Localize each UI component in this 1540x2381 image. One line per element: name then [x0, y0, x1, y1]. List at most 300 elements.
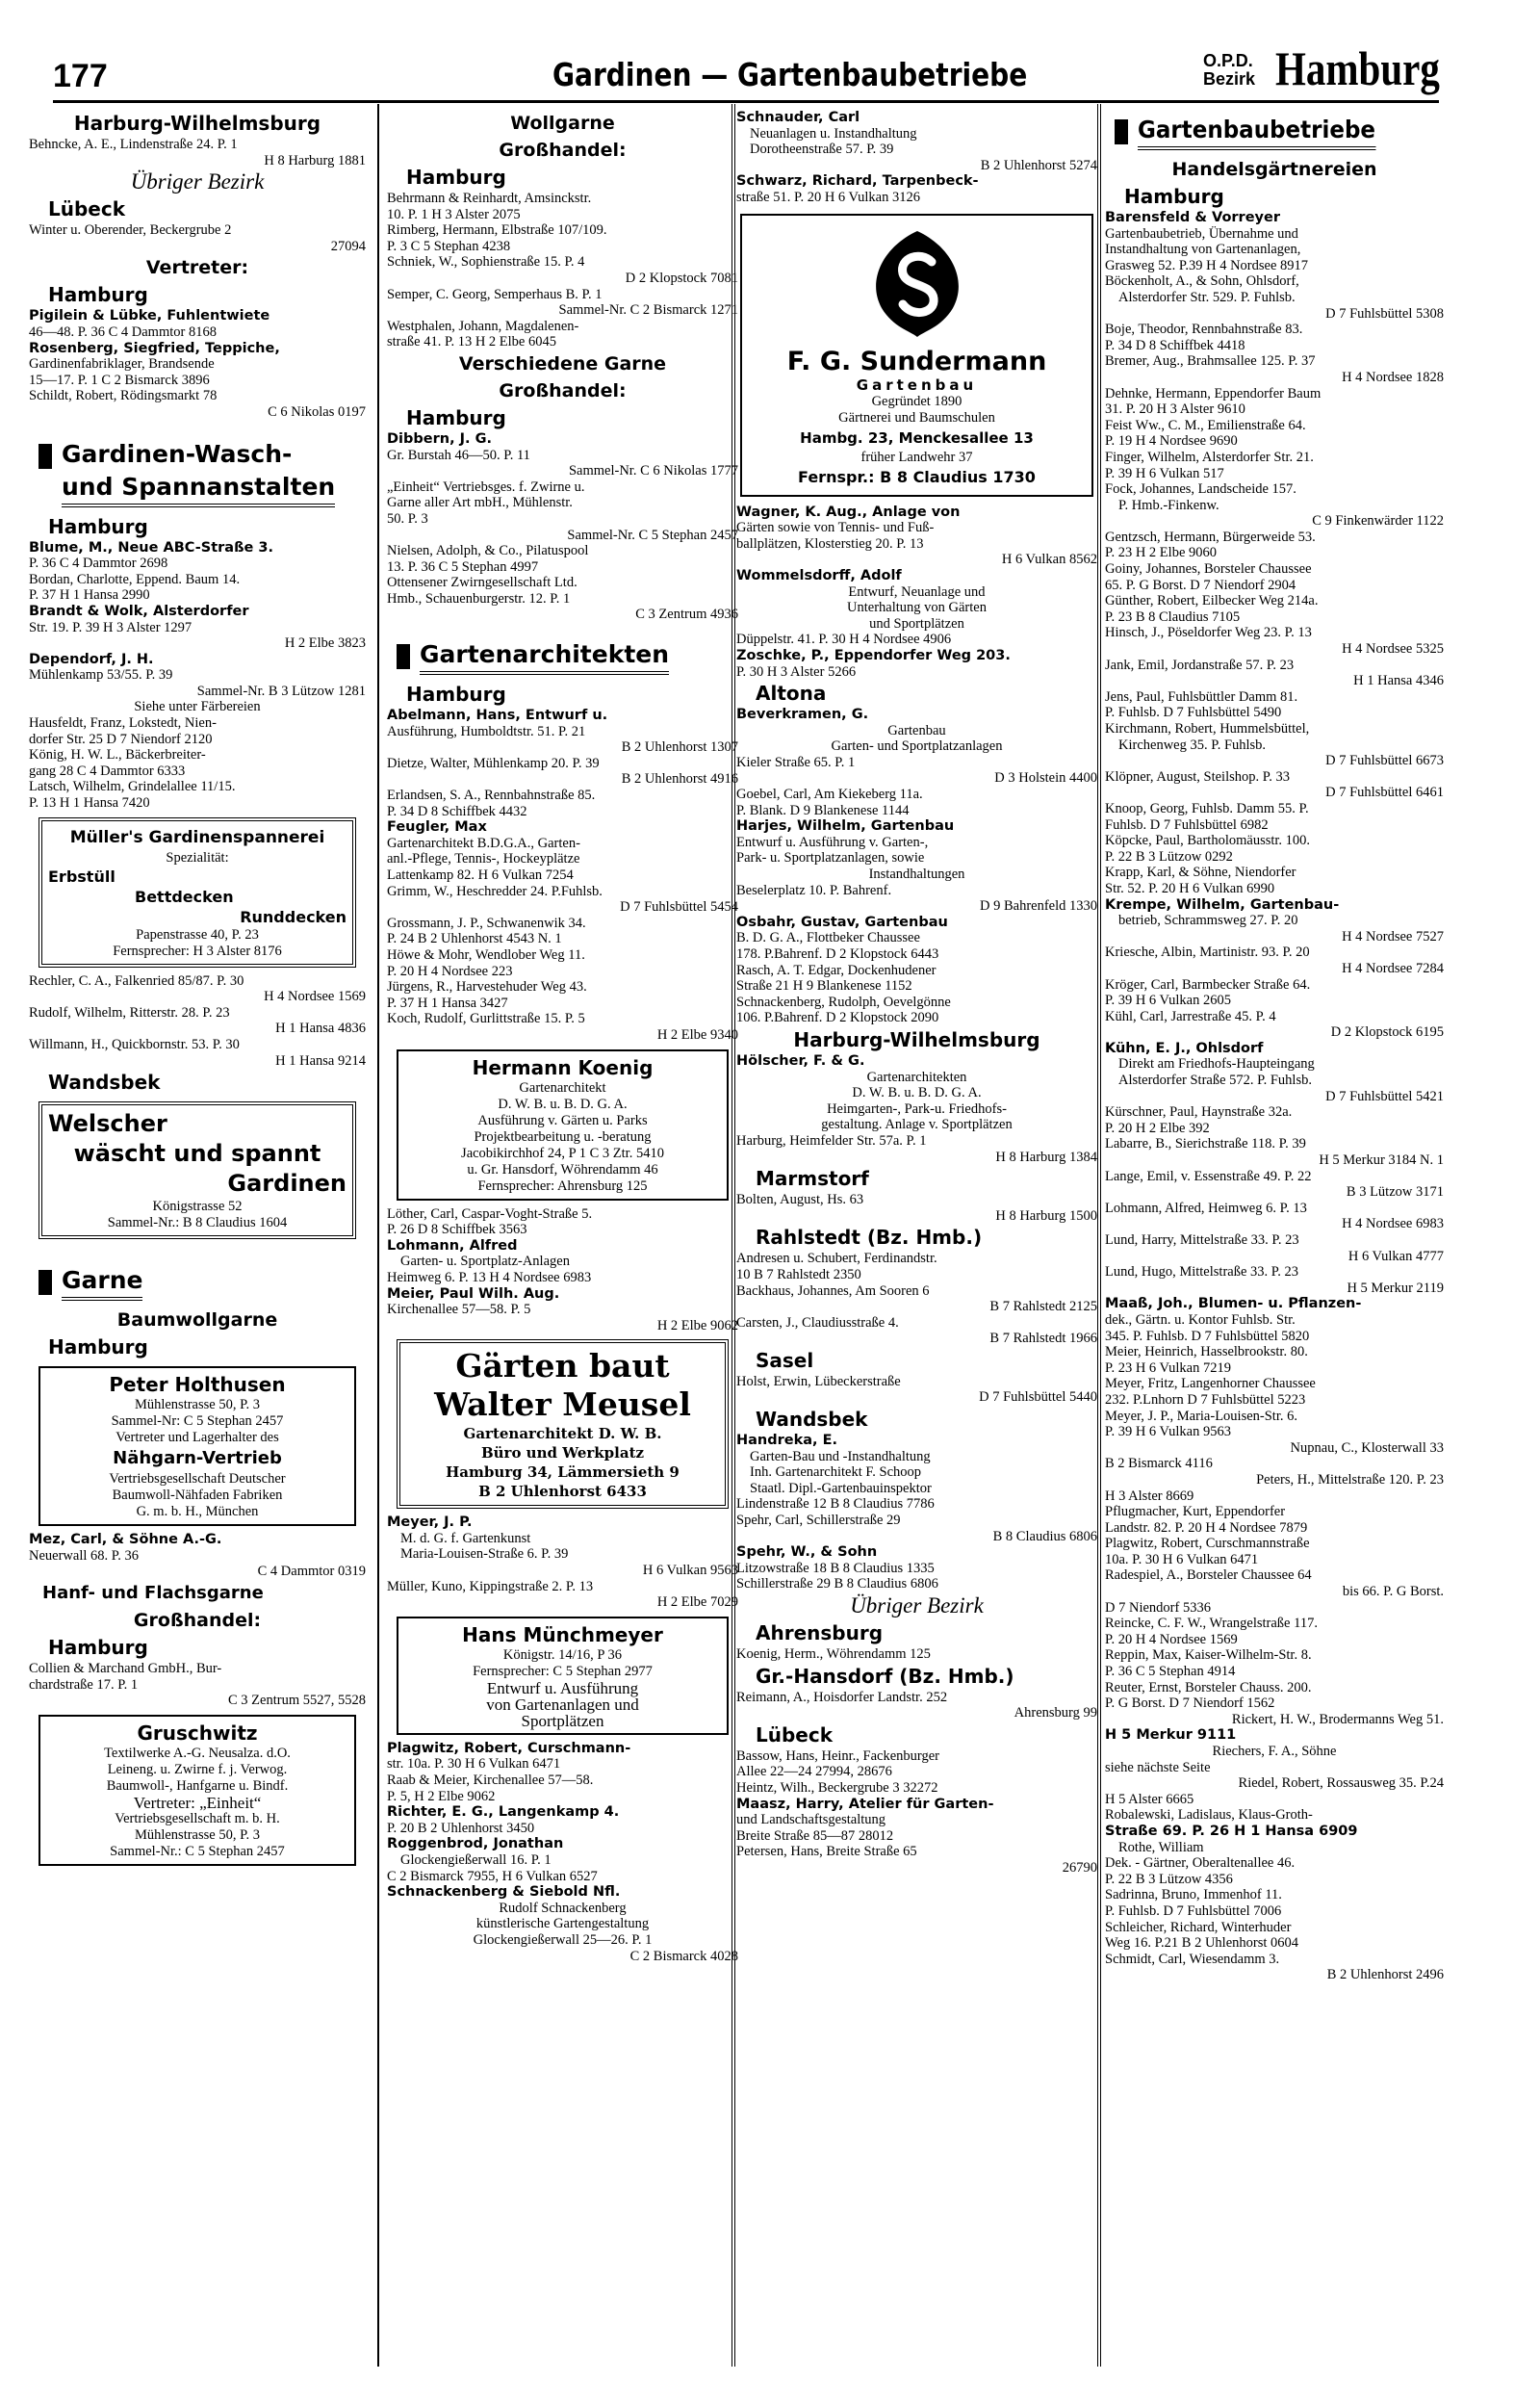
- entry: straße 41. P. 13 H 2 Elbe 6045: [387, 334, 556, 350]
- ad-line: Nähgarn-Vertrieb: [113, 1448, 282, 1469]
- ad-title: Peter Holthusen: [109, 1373, 286, 1397]
- entry: Str. 52. P. 20 H 6 Vulkan 6990: [1105, 880, 1275, 896]
- entry: Inh. Gartenarchitekt F. Schoop: [750, 1464, 922, 1481]
- entry: Meier, Heinrich, Hasselbrookstr. 80.: [1105, 1344, 1308, 1360]
- ad-line: Spezialität:: [166, 849, 229, 866]
- ad-line: Baumwoll-, Hanfgarne u. Bindf.: [106, 1777, 289, 1794]
- entry: Gr. Burstah 46—50. P. 11: [387, 447, 530, 463]
- entry: Siehe unter Färbereien: [134, 699, 261, 715]
- entry: Dietze, Walter, Mühlenkamp 20. P. 39: [387, 755, 600, 771]
- entry: Klöpner, August, Steilshop. P. 33: [1105, 768, 1290, 785]
- entry-phone: H 6 Vulkan 4777: [1348, 1248, 1444, 1264]
- ad-line: Fernsprecher: H 3 Alster 8176: [113, 943, 282, 959]
- entry: „Einheit“ Vertriebsges. f. Zwirne u.: [387, 479, 585, 495]
- subheading: Verschiedene Garne: [458, 352, 667, 375]
- entry: Andresen u. Schubert, Ferdinandstr.: [736, 1251, 937, 1267]
- ad-line: Runddecken: [240, 907, 346, 926]
- entry: P. Blank. D 9 Blankenese 1144: [736, 802, 910, 818]
- ad-line: Leineng. u. Zwirne f. j. Verwog.: [107, 1761, 288, 1777]
- entry: Kieler Straße 65. P. 1: [736, 754, 856, 770]
- opd-line: O.P.D.: [1203, 51, 1253, 70]
- entry-phone: H 8 Harburg 1500: [995, 1207, 1097, 1224]
- entry: Grossmann, J. P., Schwanenwik 34.: [387, 915, 586, 931]
- entry: Raab & Meier, Kirchenallee 57—58.: [387, 1773, 594, 1789]
- ad-line: Sammel-Nr: C 5 Stephan 2457: [111, 1413, 284, 1430]
- entry: 46—48. P. 36 C 4 Dammtor 8168: [29, 324, 217, 340]
- entry: Sadrinna, Bruno, Immenhof 11.: [1105, 1887, 1282, 1903]
- entry: Plagwitz, Robert, Curschmannstraße: [1105, 1536, 1310, 1552]
- entry: P. 19 H 4 Nordsee 9690: [1105, 433, 1238, 450]
- entry: P. 20 H 2 Elbe 392: [1105, 1120, 1210, 1136]
- entry-phone: H 6 Vulkan 8562: [1001, 552, 1097, 568]
- ad-line: Papenstrasse 40, P. 23: [136, 926, 259, 943]
- entry-phone: H 5 Merkur 2119: [1347, 1280, 1444, 1296]
- entry: Rudolf, Wilhelm, Ritterstr. 28. P. 23: [29, 1004, 230, 1021]
- ad-title: Müller's Gardinenspannerei: [69, 827, 325, 847]
- entry: Unterhaltung von Gärten: [847, 600, 987, 616]
- subheading: Wollgarne: [510, 113, 615, 134]
- entry: Lund, Hugo, Mittelstraße 33. P. 23: [1105, 1264, 1298, 1281]
- entry-name: Zoschke, P., Eppendorfer Weg 203.: [736, 647, 1011, 663]
- entry-name: Kühn, E. J., Ohlsdorf: [1105, 1040, 1264, 1056]
- city-heading: Lübeck: [48, 197, 126, 221]
- entry: M. d. G. f. Gartenkunst: [400, 1530, 531, 1546]
- city-heading: Hamburg: [48, 283, 148, 307]
- entry-phone: Sammel-Nr. C 6 Nikolas 1777: [568, 463, 738, 479]
- entry: Hinsch, J., Pöseldorfer Weg 23. P. 13: [1105, 625, 1312, 641]
- entry-name: Wagner, K. Aug., Anlage von: [736, 504, 961, 520]
- entry: C 2 Bismarck 7955, H 6 Vulkan 6527: [387, 1868, 598, 1884]
- entry: Reppin, Max, Kaiser-Wilhelm-Str. 8.: [1105, 1647, 1312, 1664]
- entry: gang 28 C 4 Dammtor 6333: [29, 763, 186, 779]
- entry-phone: H 6 Vulkan 9563: [642, 1563, 738, 1579]
- section-title: Gartenbaubetriebe: [1138, 114, 1375, 150]
- section-heading: [29, 1264, 366, 1301]
- entry-phone: H 4 Nordsee 1828: [1342, 369, 1444, 385]
- entry: 10. P. 1 H 3 Alster 2075: [387, 206, 521, 222]
- entry: Heimweg 6. P. 13 H 4 Nordsee 6983: [387, 1269, 592, 1285]
- city-heading: Hamburg: [406, 166, 506, 189]
- entry-phone: H 2 Elbe 9062: [656, 1317, 738, 1333]
- entry-phone: H 1 Hansa 4346: [1353, 673, 1444, 689]
- entry: Bordan, Charlotte, Eppend. Baum 14.: [29, 571, 241, 587]
- ad-line: Textilwerke A.-G. Neusalza. d.O.: [104, 1745, 291, 1761]
- entry: Knoop, Georg, Fuhlsb. Damm 55. P.: [1105, 800, 1309, 816]
- entry-phone: H 8 Harburg 1384: [995, 1149, 1097, 1165]
- entry-name: Dependorf, J. H.: [29, 651, 154, 667]
- entry: P. 13 H 1 Hansa 7420: [29, 795, 150, 812]
- entry-name: Brandt & Wolk, Alsterdorfer: [29, 603, 249, 619]
- ad-line: Gartenarchitekt D. W. B.: [463, 1425, 662, 1443]
- entry: Lohmann, Alfred, Heimweg 6. P. 13: [1105, 1200, 1307, 1216]
- ad-line: Baumwoll-Nähfaden Fabriken: [112, 1488, 283, 1504]
- entry: Hmb., Schauenburgerstr. 12. P. 1: [387, 590, 571, 607]
- entry: Schillerstraße 29 B 8 Claudius 6806: [736, 1576, 938, 1592]
- entry: Neuanlagen u. Instandhaltung: [750, 125, 917, 142]
- entry: ballplätzen, Klosterstieg 20. P. 13: [736, 535, 924, 552]
- entry: P. 26 D 8 Schiffbek 3563: [387, 1222, 527, 1238]
- entry-phone: B 7 Rahlstedt 1966: [989, 1331, 1097, 1347]
- city-heading: Hamburg: [48, 1335, 148, 1359]
- entry: Gentzsch, Hermann, Bürgerweide 53.: [1105, 529, 1316, 545]
- entry-name: Abelmann, Hans, Entwurf u.: [387, 708, 608, 724]
- entry: str. 10a. P. 30 H 6 Vulkan 6471: [387, 1756, 561, 1773]
- entry: Rimberg, Hermann, Elbstraße 107/109.: [387, 222, 607, 239]
- entry-phone: H 1 Hansa 9214: [275, 1052, 366, 1069]
- ad-line: Gardinen: [227, 1170, 346, 1198]
- ad-line: wäscht und spannt: [73, 1140, 321, 1168]
- entry: Carsten, J., Claudiusstraße 4.: [736, 1314, 899, 1331]
- entry: Feist Ww., C. M., Emilienstraße 64.: [1105, 417, 1306, 433]
- entry-phone: C 3 Zentrum 5527, 5528: [228, 1693, 366, 1709]
- entry: Kröger, Carl, Barmbecker Straße 64.: [1105, 976, 1311, 993]
- entry: Reimann, A., Hoisdorfer Landstr. 252: [736, 1689, 948, 1705]
- entry: Rudolf Schnackenberg: [499, 1900, 627, 1916]
- entry: Landstr. 82. P. 20 H 4 Nordsee 7879: [1105, 1519, 1308, 1536]
- entry: Finger, Wilhelm, Alsterdorfer Str. 21.: [1105, 449, 1314, 465]
- entry: Gartenarchitekten: [866, 1069, 967, 1085]
- entry: Behncke, A. E., Lindenstraße 24. P. 1: [29, 137, 238, 152]
- entry-name: H 5 Merkur 9111: [1105, 1727, 1237, 1744]
- entry: Koenig, Herm., Wöhrendamm 125: [736, 1646, 931, 1662]
- entry-name: Maasz, Harry, Atelier für Garten-: [736, 1796, 994, 1812]
- entry: Grasweg 52. P.39 H 4 Nordsee 8917: [1105, 257, 1309, 273]
- advertisement-box: [38, 1101, 356, 1239]
- ad-line: Gärtnerei und Baumschulen: [838, 409, 995, 426]
- entry: Goebel, Carl, Am Kiekeberg 11a.: [736, 787, 923, 803]
- opd-label: [1203, 52, 1255, 89]
- entry: P. 36 C 5 Stephan 4914: [1105, 1664, 1236, 1680]
- city-heading: Ahrensburg: [756, 1621, 884, 1644]
- entry: Heintz, Wilh., Beckergrube 3 32272: [736, 1779, 938, 1796]
- entry-phone: B 7 Rahlstedt 2125: [989, 1299, 1097, 1315]
- page-header: [53, 40, 1439, 108]
- entry: Löther, Carl, Caspar-Voght-Straße 5.: [387, 1205, 593, 1222]
- entry: Schmidt, Carl, Wiesendamm 3.: [1105, 1951, 1280, 1967]
- bezirk-line: Bezirk: [1203, 69, 1256, 89]
- ad-line: Vertreter: „Einheit“: [133, 1793, 262, 1812]
- entry: Westphalen, Johann, Magdalenen-: [387, 318, 579, 334]
- entry: P. 23 B 8 Claudius 7105: [1105, 608, 1241, 625]
- entry: Gartenbaubetrieb, Übernahme und: [1105, 225, 1298, 242]
- entry-phone: B 2 Uhlenhorst 4916: [621, 771, 738, 788]
- section-marker: [397, 644, 410, 669]
- entry: Holst, Erwin, Lübeckerstraße: [736, 1373, 901, 1389]
- entry: Neuerwall 68. P. 36: [29, 1547, 139, 1564]
- entry-phone: Nupnau, C., Klosterwall 33: [1290, 1439, 1444, 1456]
- entry-phone: B 2 Uhlenhorst 2496: [1326, 1967, 1444, 1983]
- header-rule: [53, 100, 1439, 103]
- entry-phone: D 2 Klopstock 7081: [625, 270, 738, 286]
- entry: Gartenarchitekt B.D.G.A., Garten-: [387, 835, 580, 851]
- ad-line: Welscher: [48, 1110, 167, 1138]
- entry: Kirchenweg 35. P. Fuhlsb.: [1118, 737, 1267, 753]
- entry: Entwurf u. Ausführung v. Garten-,: [736, 834, 929, 850]
- city-heading: Hamburg: [48, 1635, 148, 1659]
- entry: Backhaus, Johannes, Am Sooren 6: [736, 1282, 930, 1299]
- entry-phone: H 2 Elbe 7029: [656, 1594, 738, 1611]
- entry: P. 22 B 3 Lützow 0292: [1105, 848, 1233, 865]
- city-heading: Rahlstedt (Bz. Hmb.): [756, 1226, 983, 1250]
- city-heading: Gr.-Hansdorf (Bz. Hmb.): [756, 1664, 1014, 1688]
- entry-phone: D 3 Holstein 4400: [994, 770, 1097, 787]
- entry-phone: C 3 Zentrum 4936: [635, 607, 738, 623]
- entry: Bolten, August, Hs. 63: [736, 1192, 864, 1208]
- entry-phone: Ahrensburg 99: [1014, 1705, 1097, 1721]
- entry-phone: Rickert, H. W., Brodermanns Weg 51.: [1231, 1711, 1444, 1727]
- entry-phone: H 5 Merkur 3184 N. 1: [1319, 1152, 1444, 1169]
- entry-phone: H 2 Elbe 9340: [656, 1026, 738, 1043]
- entry: Günther, Robert, Eilbecker Weg 214a.: [1105, 593, 1319, 609]
- entry-phone: 26790: [1062, 1859, 1097, 1876]
- entry: König, H. W. L., Bäckerbreiter-: [29, 747, 206, 763]
- entry: Maria-Louisen-Straße 6. P. 39: [400, 1546, 569, 1563]
- ad-line: Gartenbau: [856, 375, 978, 394]
- entry-name: Meyer, J. P.: [387, 1514, 473, 1531]
- entry-phone: H 4 Nordsee 1569: [264, 989, 366, 1005]
- section-title: Garne: [62, 1264, 142, 1301]
- entry-phone: Riedel, Robert, Rossausweg 35. P.24: [1238, 1775, 1444, 1792]
- section-title: und Spannanstalten: [62, 471, 335, 507]
- ad-line: Hamburg 34, Lämmersieth 9: [446, 1463, 680, 1482]
- entry: dorfer Str. 25 D 7 Niendorf 2120: [29, 731, 213, 747]
- entry: künstlerische Gartengestaltung: [475, 1916, 650, 1932]
- entry: Krapp, Karl, & Söhne, Niendorfer: [1105, 865, 1296, 881]
- entry: D. W. B. u. B. D. G. A.: [852, 1085, 982, 1101]
- entry: Garten- u. Sportplatz-Anlagen: [400, 1254, 570, 1270]
- ad-line: Vertriebsgesellschaft Deutscher: [109, 1471, 286, 1488]
- subheading: Großhandel:: [499, 379, 627, 401]
- entry: Str. 19. P. 39 H 3 Alster 1297: [29, 619, 192, 635]
- entry: Goiny, Johannes, Borsteler Chaussee: [1105, 561, 1312, 578]
- entry: 178. P.Bahrenf. D 2 Klopstock 6443: [736, 946, 939, 962]
- advertisement-box: [38, 1366, 356, 1526]
- entry: Robalewski, Ladislaus, Klaus-Groth-: [1105, 1807, 1313, 1824]
- entry: Rasch, A. T. Edgar, Dockenhudener: [736, 962, 937, 978]
- entry: Winter u. Oberender, Beckergrube 2: [29, 222, 232, 239]
- entry-phone: D 7 Fuhlsbüttel 5440: [979, 1389, 1097, 1406]
- column-divider: [377, 104, 379, 2367]
- entry: P. 37 H 1 Hansa 3427: [387, 995, 508, 1011]
- ad-title: Gruschwitz: [137, 1721, 258, 1745]
- subheading: Großhandel:: [499, 140, 627, 161]
- entry-phone: H 4 Nordsee 7527: [1342, 928, 1444, 945]
- entry: Pflugmacher, Kurt, Eppendorfer: [1105, 1504, 1286, 1520]
- entry: Rothe, William: [1118, 1839, 1204, 1855]
- entry-name: Hölscher, F. & G.: [736, 1052, 865, 1069]
- ad-line: Jacobikirchhof 24, P 1 C 3 Ztr. 5410: [461, 1145, 664, 1161]
- entry: H 3 Alster 8669: [1105, 1488, 1194, 1504]
- entry: P. 3 C 5 Stephan 4238: [387, 238, 511, 254]
- page-title: Gardinen — Gartenbaubetriebe: [552, 56, 1028, 93]
- entry: H 5 Alster 6665: [1105, 1791, 1194, 1807]
- entry: Dehnke, Hermann, Eppendorfer Baum: [1105, 385, 1322, 401]
- entry-name: Osbahr, Gustav, Gartenbau: [736, 914, 948, 930]
- entry: 13. P. 36 C 5 Stephan 4997: [387, 558, 539, 575]
- city-heading: Hamburg: [406, 683, 506, 707]
- entry: Dorotheenstraße 57. P. 39: [750, 142, 894, 158]
- ad-line: Königstr. 14/16, P 36: [502, 1646, 623, 1663]
- entry: Fuhlsb. D 7 Fuhlsbüttel 6982: [1105, 816, 1269, 833]
- entry-name: Feugler, Max: [387, 819, 487, 836]
- entry-name: Lohmann, Alfred: [387, 1237, 518, 1254]
- entry: Schnackenberg, Rudolph, Oevelgönne: [736, 994, 951, 1010]
- entry-name: Richter, E. G., Langenkamp 4.: [387, 1804, 620, 1821]
- entry-name: Handreka, E.: [736, 1433, 838, 1449]
- entry: B 2 Bismarck 4116: [1105, 1456, 1213, 1472]
- entry: Erlandsen, S. A., Rennbahnstraße 85.: [387, 788, 596, 804]
- entry-name: Schwarz, Richard, Tarpenbeck-: [736, 173, 979, 190]
- ad-line: Sammel-Nr.: C 5 Stephan 2457: [110, 1843, 285, 1859]
- entry-phone: 27094: [330, 238, 366, 254]
- entry: P. 23 H 2 Elbe 9060: [1105, 545, 1217, 561]
- entry: Kühl, Carl, Jarrestraße 45. P. 4: [1105, 1008, 1276, 1024]
- advertisement-box: [38, 817, 356, 968]
- ad-line: u. Gr. Hansdorf, Wöhrendamm 46: [467, 1161, 658, 1178]
- entry-name: Beverkramen, G.: [736, 707, 869, 723]
- ad-line: früher Landwehr 37: [860, 449, 973, 465]
- entry-name: Straße 69. P. 26 H 1 Hansa 6909: [1105, 1823, 1358, 1839]
- entry-phone: Sammel-Nr. C 2 Bismarck 1271: [558, 302, 738, 319]
- entry-phone: H 8 Harburg 1881: [264, 152, 366, 168]
- entry: Schleicher, Richard, Winterhuder: [1105, 1919, 1292, 1935]
- entry: Allee 22—24 27994, 28676: [736, 1764, 892, 1780]
- section-heading: [29, 438, 366, 507]
- column-4: [1105, 110, 1444, 2368]
- ad-line: Mühlenstrasse 50, P. 3: [134, 1397, 261, 1413]
- ad-line: G. m. b. H., München: [136, 1504, 259, 1520]
- region-heading: Harburg-Wilhelmsburg: [793, 1027, 1040, 1051]
- city-heading: Altona: [756, 682, 827, 706]
- entry: gestaltung. Anlage v. Sportplätzen: [821, 1117, 1013, 1133]
- entry: Hausfeldt, Franz, Lokstedt, Nien-: [29, 715, 217, 732]
- entry-phone: B 2 Uhlenhorst 1307: [621, 739, 738, 756]
- entry: betrieb, Schrammsweg 27. P. 20: [1118, 913, 1298, 929]
- entry: dek., Gärtn. u. Kontor Fuhlsb. Str.: [1105, 1311, 1296, 1328]
- entry: Kürschner, Paul, Haynstraße 32a.: [1105, 1104, 1293, 1121]
- entry: P. 39 H 6 Vulkan 517: [1105, 465, 1224, 481]
- entry: Park- u. Sportplatzanlagen, sowie: [736, 850, 925, 867]
- subheading: Vertreter:: [145, 257, 249, 279]
- entry: Radespiel, A., Borsteler Chaussee 64: [1105, 1567, 1312, 1584]
- entry-name: Spehr, W., & Sohn: [736, 1544, 878, 1561]
- ad-line: Fernspr.: B 8 Claudius 1730: [798, 467, 1036, 486]
- ad-line: Sportplätzen: [521, 1711, 604, 1730]
- ad-line: Mühlenstrasse 50, P. 3: [134, 1826, 261, 1843]
- entry: Staatl. Dipl.-Gartenbauinspektor: [750, 1480, 932, 1496]
- entry: P. 39 H 6 Vulkan 2605: [1105, 993, 1231, 1009]
- ad-title: F. G. Sundermann: [786, 346, 1047, 376]
- entry: Kirchenallee 57—58. P. 5: [387, 1302, 531, 1318]
- city-heading: Hamburg: [406, 405, 506, 429]
- entry: Lattenkamp 82. H 6 Vulkan 7254: [387, 867, 574, 883]
- column-2: [387, 110, 738, 2368]
- entry: Lund, Harry, Mittelstraße 33. P. 23: [1105, 1232, 1299, 1248]
- entry: Ausführung, Humboldtstr. 51. P. 21: [387, 723, 586, 739]
- entry-phone: C 2 Bismarck 4028: [629, 1948, 738, 1964]
- entry: 65. P. G Borst. D 7 Niendorf 2904: [1105, 577, 1296, 593]
- entry: Fock, Johannes, Landscheide 157.: [1105, 481, 1296, 498]
- entry: Collien & Marchand GmbH., Bur-: [29, 1660, 222, 1676]
- entry: P. 34 D 8 Schiffbek 4432: [387, 803, 527, 819]
- entry-phone: B 2 Uhlenhorst 5274: [980, 157, 1097, 173]
- entry: Schildt, Robert, Rödingsmarkt 78: [29, 388, 218, 404]
- entry: P. Fuhlsb. D 7 Fuhlsbüttel 7006: [1105, 1902, 1282, 1919]
- ad-line: Ausführung v. Gärten u. Parks: [477, 1112, 648, 1128]
- city-heading: Sasel: [756, 1348, 814, 1372]
- entry-phone: D 9 Bahrenfeld 1330: [979, 898, 1097, 915]
- entry: D 7 Niendorf 5336: [1105, 1599, 1211, 1616]
- entry: Boje, Theodor, Rennbahnstraße 83.: [1105, 322, 1303, 338]
- entry: Kriesche, Albin, Martinistr. 93. P. 20: [1105, 945, 1310, 961]
- entry: Entwurf, Neuanlage und: [848, 583, 986, 600]
- entry: straße 51. P. 20 H 6 Vulkan 3126: [736, 189, 920, 205]
- ad-line: Vertriebsgesellschaft m. b. H.: [115, 1810, 280, 1826]
- entry: P. 34 D 8 Schiffbek 4418: [1105, 337, 1245, 353]
- entry: P. Fuhlsb. D 7 Fuhlsbüttel 5490: [1105, 705, 1282, 721]
- entry: P. 20 H 4 Nordsee 1569: [1105, 1631, 1238, 1647]
- ad-line: Bettdecken: [135, 887, 234, 906]
- section-title: Gardinen-Wasch-: [62, 439, 293, 468]
- entry: P. 39 H 6 Vulkan 9563: [1105, 1424, 1231, 1440]
- entry-name: Dibbern, J. G.: [387, 430, 492, 447]
- entry: 345. P. Fuhlsb. D 7 Fuhlsbüttel 5820: [1105, 1328, 1310, 1344]
- entry: 31. P. 20 H 3 Alster 9610: [1105, 401, 1245, 418]
- entry: P. 30 H 3 Alster 5266: [736, 663, 857, 680]
- subheading: Baumwollgarne: [116, 1309, 278, 1332]
- entry-phone: C 6 Nikolas 0197: [268, 403, 366, 420]
- subheading: Großhandel:: [133, 1609, 262, 1631]
- entry: Instandhaltungen: [868, 867, 965, 883]
- entry: Petersen, Hans, Breite Straße 65: [736, 1844, 917, 1860]
- section-marker: [38, 444, 52, 469]
- entry-name: Blume, M., Neue ABC-Straße 3.: [29, 539, 273, 556]
- entry: Köpcke, Paul, Bartholomäusstr. 100.: [1105, 833, 1311, 849]
- entry-name: Krempe, Wilhelm, Gartenbau-: [1105, 896, 1340, 913]
- ad-line: Gegründet 1890: [871, 393, 962, 409]
- entry: P. Hmb.-Finkenw.: [1118, 497, 1219, 513]
- entry: Meyer, Fritz, Langenhorner Chaussee: [1105, 1376, 1316, 1392]
- entry-name: Mez, Carl, & Söhne A.-G.: [29, 1532, 222, 1548]
- entry: Jürgens, R., Harvestehuder Weg 43.: [387, 979, 587, 996]
- city-heading: Wandsbek: [756, 1408, 868, 1432]
- ad-title: Gärten baut: [455, 1347, 670, 1385]
- ad-line: Vertreter und Lagerhalter des: [116, 1430, 279, 1446]
- entry: Lindenstraße 12 B 8 Claudius 7786: [736, 1496, 935, 1513]
- entry: Riechers, F. A., Söhne: [1212, 1744, 1337, 1759]
- entry: Weg 16. P.21 B 2 Uhlenhorst 0604: [1105, 1935, 1299, 1952]
- entry: P. 20 B 2 Uhlenhorst 3450: [387, 1820, 535, 1836]
- entry-phone: D 7 Fuhlsbüttel 5454: [620, 899, 738, 916]
- entry: Meyer, J. P., Maria-Louisen-Str. 6.: [1105, 1408, 1297, 1424]
- ad-line: Königstrasse 52: [152, 1199, 243, 1215]
- entry: Harburg, Heimfelder Str. 57a. P. 1: [736, 1132, 927, 1149]
- entry: Gärten sowie von Tennis- und Fuß-: [736, 520, 935, 536]
- entry: Instandhaltung von Gartenanlagen,: [1105, 242, 1301, 258]
- entry: Rechler, C. A., Falkenried 85/87. P. 30: [29, 972, 244, 989]
- entry: Direkt am Friedhofs-Haupteingang: [1118, 1056, 1315, 1073]
- entry: Jank, Emil, Jordanstraße 57. P. 23: [1105, 657, 1295, 673]
- ad-line: Fernsprecher: Ahrensburg 125: [477, 1178, 648, 1194]
- section-heading: [1105, 114, 1444, 150]
- ad-line: Erbstüll: [48, 867, 116, 886]
- entry-phone: Sammel-Nr. B 3 Lützow 1281: [196, 683, 366, 699]
- entry: P. 20 H 4 Nordsee 223: [387, 963, 513, 979]
- ad-line: Projektbearbeitung u. -beratung: [474, 1128, 652, 1145]
- entry: 15—17. P. 1 C 2 Bismarck 3896: [29, 372, 210, 388]
- entry: Labarre, B., Sierichstraße 118. P. 39: [1105, 1136, 1306, 1152]
- entry: Breite Straße 85—87 28012: [736, 1827, 894, 1844]
